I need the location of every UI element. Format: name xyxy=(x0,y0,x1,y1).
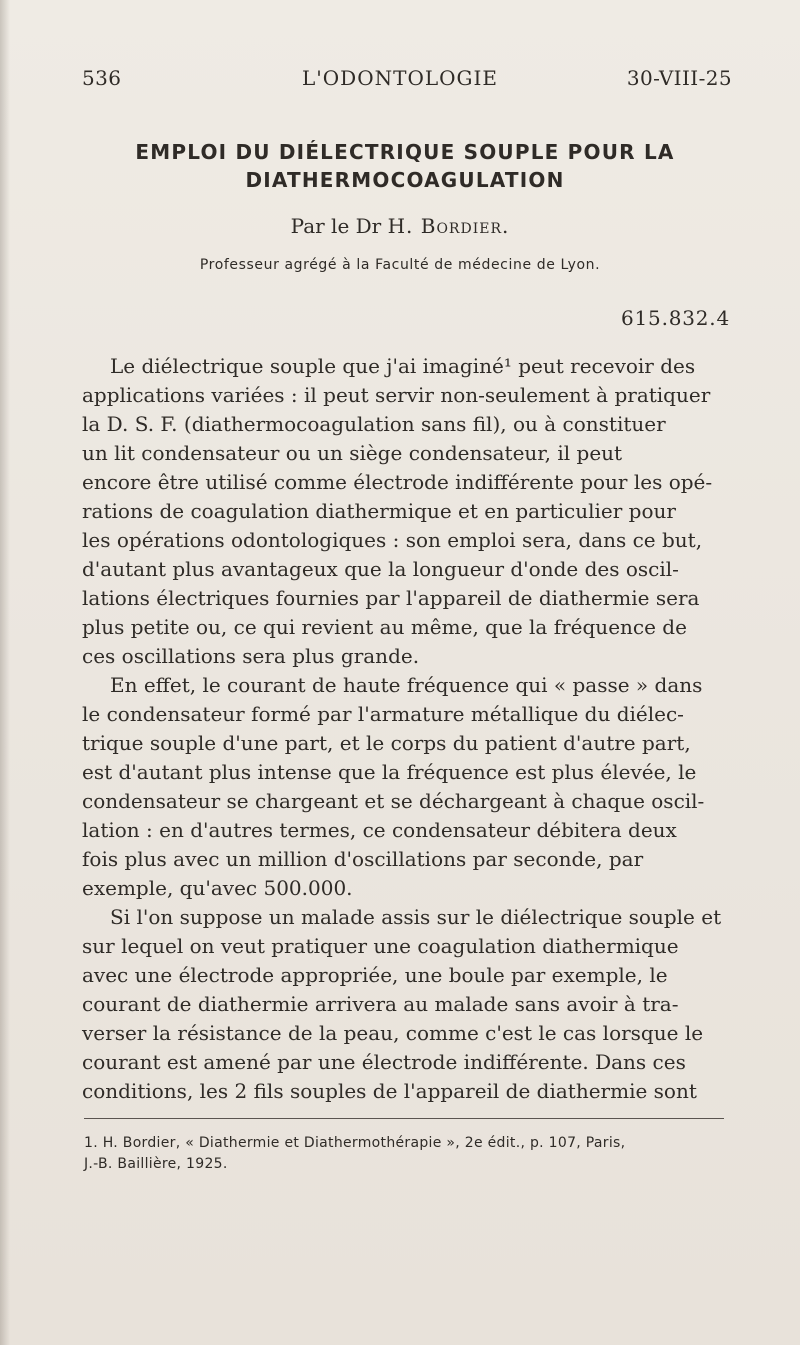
article-body xyxy=(82,352,728,1106)
text-line: ces oscillations sera plus grande. xyxy=(82,644,420,668)
text-line: verser la résistance de la peau, comme c'est le cas lorsque le xyxy=(82,1021,704,1045)
text-line: avec une électrode appropriée, une boule par exemple, le xyxy=(82,963,668,987)
text-line: Si l'on suppose un malade assis sur le diélectrique souple et xyxy=(110,905,722,929)
text-line: lation : en d'autres termes, ce condensateur débitera deux xyxy=(82,818,677,842)
paragraph-1 xyxy=(82,352,728,671)
text-line: plus petite ou, ce qui revient au même, que la fréquence de xyxy=(82,615,687,639)
text-line: rations de coagulation diathermique et en particulier pour xyxy=(82,499,676,523)
footnote-line-1: 1. H. Bordier, « Diathermie et Diathermothérapie », 2e édit., p. 107, Paris, xyxy=(84,1135,626,1151)
running-head xyxy=(0,66,800,98)
byline xyxy=(0,214,800,238)
text-line: courant de diathermie arrivera au malade sans avoir à tra- xyxy=(82,992,679,1016)
article-title xyxy=(85,138,725,194)
text-line: fois plus avec un million d'oscillations par seconde, par xyxy=(82,847,644,871)
author-affiliation: Professeur agrégé à la Faculté de médecine de Lyon. xyxy=(199,257,601,273)
text-line: encore être utilisé comme électrode indifférente pour les opé- xyxy=(82,470,713,494)
text-line: est d'autant plus intense que la fréquence est plus élevée, le xyxy=(82,760,697,784)
text-line: trique souple d'une part, et le corps du patient d'autre part, xyxy=(82,731,691,755)
text-line: applications variées : il peut servir non-seulement à pratiquer xyxy=(82,383,711,407)
text-line: lations électriques fournies par l'appareil de diathermie sera xyxy=(82,586,700,610)
byline-prefix: Par le Dr xyxy=(290,214,382,238)
text-line: courant est amené par une électrode indifférente. Dans ces xyxy=(82,1050,686,1074)
classification-number: 615.832.4 xyxy=(621,306,730,330)
paragraph-2 xyxy=(82,671,728,903)
journal-name: L'ODONTOLOGIE xyxy=(302,66,498,90)
footnote xyxy=(84,1133,724,1175)
text-line: sur lequel on veut pratiquer une coagulation diathermique xyxy=(82,934,679,958)
text-line: exemple, qu'avec 500.000. xyxy=(82,876,353,900)
page-number: 536 xyxy=(82,66,122,90)
footnote-line-2: J.-B. Baillière, 1925. xyxy=(84,1156,228,1172)
footnote-divider xyxy=(84,1118,724,1119)
page-edge-shadow xyxy=(0,0,10,1345)
paragraph-3 xyxy=(82,903,728,1106)
text-line: les opérations odontologiques : son emploi sera, dans ce but, xyxy=(82,528,703,552)
text-line: le condensateur formé par l'armature métallique du diélec- xyxy=(82,702,684,726)
author-name: H. Bordier. xyxy=(387,214,510,238)
issue-date: 30-VIII-25 xyxy=(626,66,732,90)
text-line: conditions, les 2 fils souples de l'appareil de diathermie sont xyxy=(82,1079,697,1103)
text-line: condensateur se chargeant et se déchargeant à chaque oscil- xyxy=(82,789,705,813)
title-line-1: EMPLOI DU DIÉLECTRIQUE SOUPLE POUR LA xyxy=(135,140,675,164)
text-line: En effet, le courant de haute fréquence qui « passe » dans xyxy=(110,673,703,697)
text-line: un lit condensateur ou un siège condensateur, il peut xyxy=(82,441,623,465)
text-line: Le diélectrique souple que j'ai imaginé¹ peut recevoir des xyxy=(110,354,696,378)
title-line-2: DIATHERMOCOAGULATION xyxy=(245,168,565,192)
text-line: d'autant plus avantageux que la longueur d'onde des oscil- xyxy=(82,557,679,581)
text-line: la D. S. F. (diathermocoagulation sans fil), ou à constituer xyxy=(82,412,666,436)
